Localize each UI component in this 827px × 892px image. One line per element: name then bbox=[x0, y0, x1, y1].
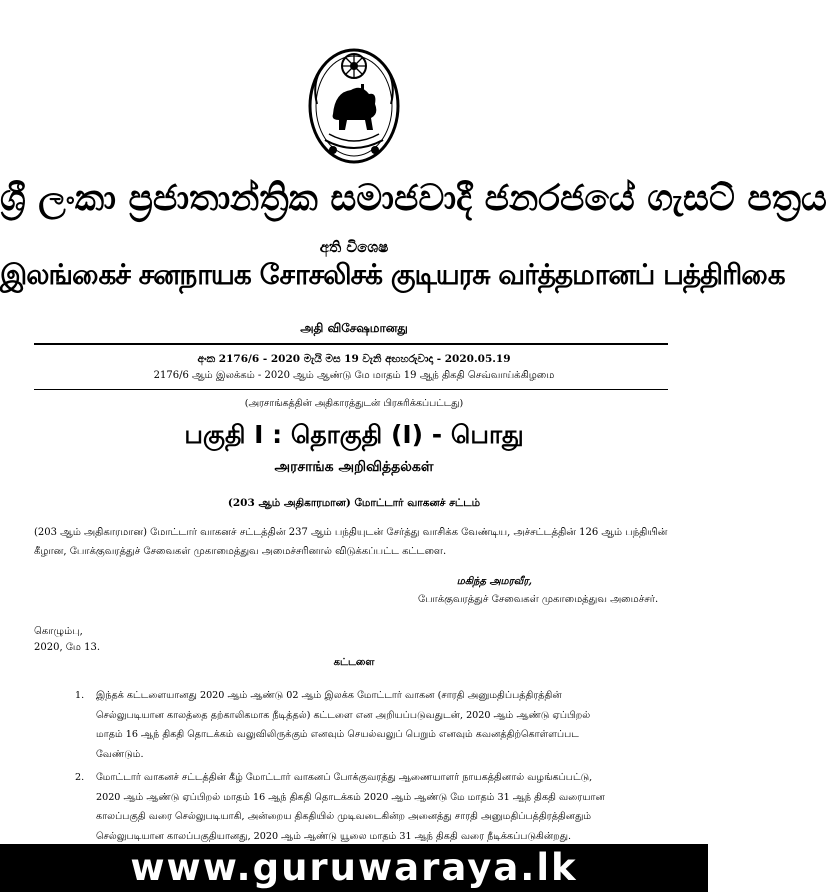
authority-note: (அரசாங்கத்தின் அதிகாரத்துடன் பிரசுரிக்கப்பட்டது) bbox=[244, 398, 464, 409]
intro-paragraph: (203 ஆம் அதிகாரமான) மோட்டார் வாகனச் சட்டத்தின் 237 ஆம் பந்தியுடன் சேர்த்து வாசிக்க வேண்டிய, அச்சட்டத்தின் 126 ஆம் பந்தியின் கீழான, போக்குவரத்துச் சேவைகள் முகாமைத்துவ அமைச்சரினால் விடுக்கப்பட்ட கட்டளை. bbox=[34, 527, 668, 557]
item-line: வேண்டும். bbox=[96, 748, 144, 760]
item-line: 2020 ஆம் ஆண்டு ஏப்பிறல் மாதம் 16 ஆந் திகதி தொடக்கம் 2020 ஆம் ஆண்டு மே மாதம் 31 ஆந் திகதி வரையான bbox=[96, 791, 605, 803]
act-title: (203 ஆம் அதிகாரமான) மோட்டார் வாகனச் சட்டம் bbox=[227, 497, 481, 509]
item-line: மோட்டார் வாகனச் சட்டத்தின் கீழ் மோட்டார் வாகனப் போக்குவரத்து ஆணையாளர் நாயகத்தினால் வழங்கப்பட்டு, bbox=[96, 772, 593, 783]
sri-lanka-emblem-icon bbox=[303, 44, 405, 168]
section-title: அரசாங்க அறிவித்தல்கள் bbox=[274, 459, 434, 475]
item-line: செல்லுபடியான காலப்பகுதியானது, 2020 ஆம் ஆண்டு யூலை மாதம் 31 ஆந் திகதி வரை நீடிக்கப்படுகின்றது. bbox=[96, 830, 572, 842]
item-line: இந்தக் கட்டளையானது 2020 ஆம் ஆண்டு 02 ஆம் இலக்க மோட்டார் வாகன (சாரதி அனுமதிப்பத்திரத்தின் bbox=[96, 690, 562, 701]
issue-divider bbox=[34, 389, 668, 390]
date: 2020, மே 13. bbox=[34, 642, 101, 653]
order-item bbox=[75, 686, 676, 764]
signatory-title: போக்குவரத்துச் சேவைகள் முகாமைத்துவ அமைச்சர். bbox=[418, 594, 659, 605]
header-divider bbox=[34, 343, 668, 345]
extraordinary-label-sinhala: අති විශෙෂ bbox=[319, 238, 389, 256]
item-line: காலப்பகுதி வரை செல்லுபடியாகி, அன்றைய திகதியில் முடிவடைகின்ற அனைத்து சாரதி அனுமதிப்பத்திரத்தினதும் bbox=[96, 811, 592, 822]
signatory-name: மகிந்த அமரவீர, bbox=[456, 576, 532, 587]
item-line: செல்லுபடியான காலத்தை தற்காலிகமாக நீடித்தல்) கட்டளை என அறியப்படுவதுடன், 2020 ஆம் ஆண்டு ஏப்பிறல் bbox=[96, 709, 591, 721]
order-item bbox=[75, 768, 676, 846]
part-title: பகுதி I : தொகுதி (I) - பொது bbox=[184, 420, 524, 449]
issue-line-sinhala: අංක 2176/6 - 2020 මැයි මස 19 වැනි අඟහරුවාදා - 2020.05.19 bbox=[197, 353, 511, 365]
website-banner: www.guruwaraya.lk bbox=[0, 844, 708, 892]
gazette-title-sinhala: ශ්‍රී ලංකා ප්‍රජාතාන්ත්‍රික සමාජවාදී ජනරජයේ ගැසට් පත්‍රය bbox=[0, 178, 827, 219]
place: கொழும்பு, bbox=[34, 626, 83, 637]
order-title: கட்டளை bbox=[333, 657, 375, 668]
issue-line-tamil: 2176/6 ஆம் இலக்கம் - 2020 ஆம் ஆண்டு மே மாதம் 19 ஆந் திகதி செவ்வாய்க்கிழமை bbox=[153, 370, 555, 381]
item-line: மாதம் 16 ஆந் திகதி தொடக்கம் வலுவிலிருக்கும் எனவும் செயல்வலுப் பெறும் எனவும் கவனத்திற்கொள்ளப்பட bbox=[96, 729, 579, 740]
item-number: 1. bbox=[75, 690, 85, 701]
item-number: 2. bbox=[75, 772, 85, 783]
extraordinary-label-tamil: அதி விசேஷமானது bbox=[300, 321, 408, 335]
gazette-title-tamil: இலங்கைச் சனநாயக சோசலிசக் குடியரசு வர்த்தமானப் பத்திரிகை bbox=[0, 258, 785, 291]
